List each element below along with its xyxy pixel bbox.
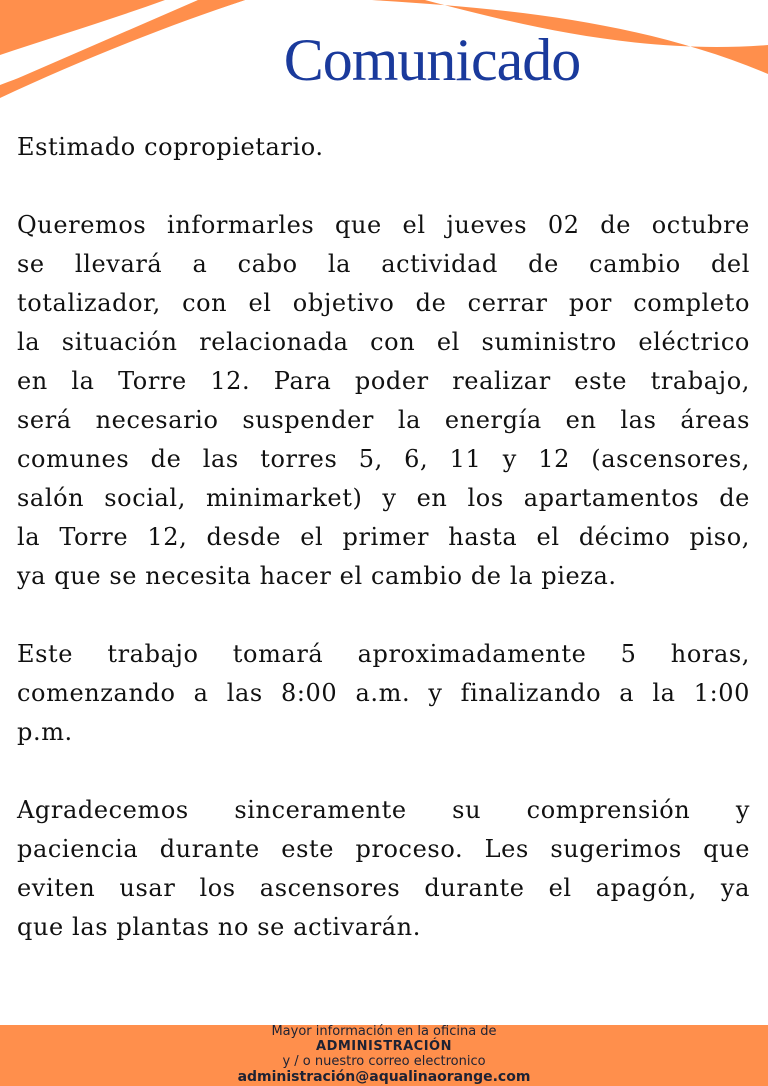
paragraph-thanks — [17, 791, 750, 947]
text-line: totalizador, con el objetivo de cerrar por completo — [17, 289, 750, 317]
footer-email[interactable]: administración@aqualinaorange.com — [237, 1069, 531, 1085]
text-line: salón social, minimarket) y en los apartamentos de — [17, 484, 750, 512]
footer-email-label: y / o nuestro correo electronico — [282, 1054, 486, 1069]
text-line: comunes de las torres 5, 6, 11 y 12 (ascensores, — [17, 445, 750, 473]
text-line: será necesario suspender la energía en las áreas — [17, 406, 750, 434]
text-line: Agradecemos sinceramente su comprensión y — [17, 796, 750, 824]
page-title: Comunicado — [283, 27, 581, 93]
footer — [0, 1025, 768, 1086]
text-line: comenzando a las 8:00 a.m. y finalizando a la 1:00 — [17, 679, 750, 707]
text-line: se llevará a cabo la actividad de cambio del — [17, 250, 750, 278]
paragraph-schedule — [17, 206, 750, 596]
text-line: Este trabajo tomará aproximadamente 5 horas, — [17, 640, 750, 668]
greeting — [17, 128, 750, 167]
text-line: ya que se necesita hacer el cambio de la pieza. — [17, 562, 617, 590]
text-line: la Torre 12, desde el primer hasta el décimo piso, — [17, 523, 750, 551]
paragraph-duration — [17, 635, 750, 752]
text-line: eviten usar los ascensores durante el apagón, ya — [17, 874, 750, 902]
text-line: Estimado copropietario. — [17, 133, 324, 161]
text-line: la situación relacionada con el suministro eléctrico — [17, 328, 750, 356]
letter-body — [17, 128, 750, 947]
text-line: Queremos informarles que el jueves 02 de octubre — [17, 211, 750, 239]
text-line: en la Torre 12. Para poder realizar este trabajo, — [17, 367, 750, 395]
text-line: que las plantas no se activarán. — [17, 913, 421, 941]
footer-office: ADMINISTRACIÓN — [316, 1039, 452, 1054]
text-line: p.m. — [17, 718, 73, 746]
text-line: paciencia durante este proceso. Les sugerimos que — [17, 835, 750, 863]
footer-info: Mayor información en la oficina de — [271, 1024, 497, 1039]
